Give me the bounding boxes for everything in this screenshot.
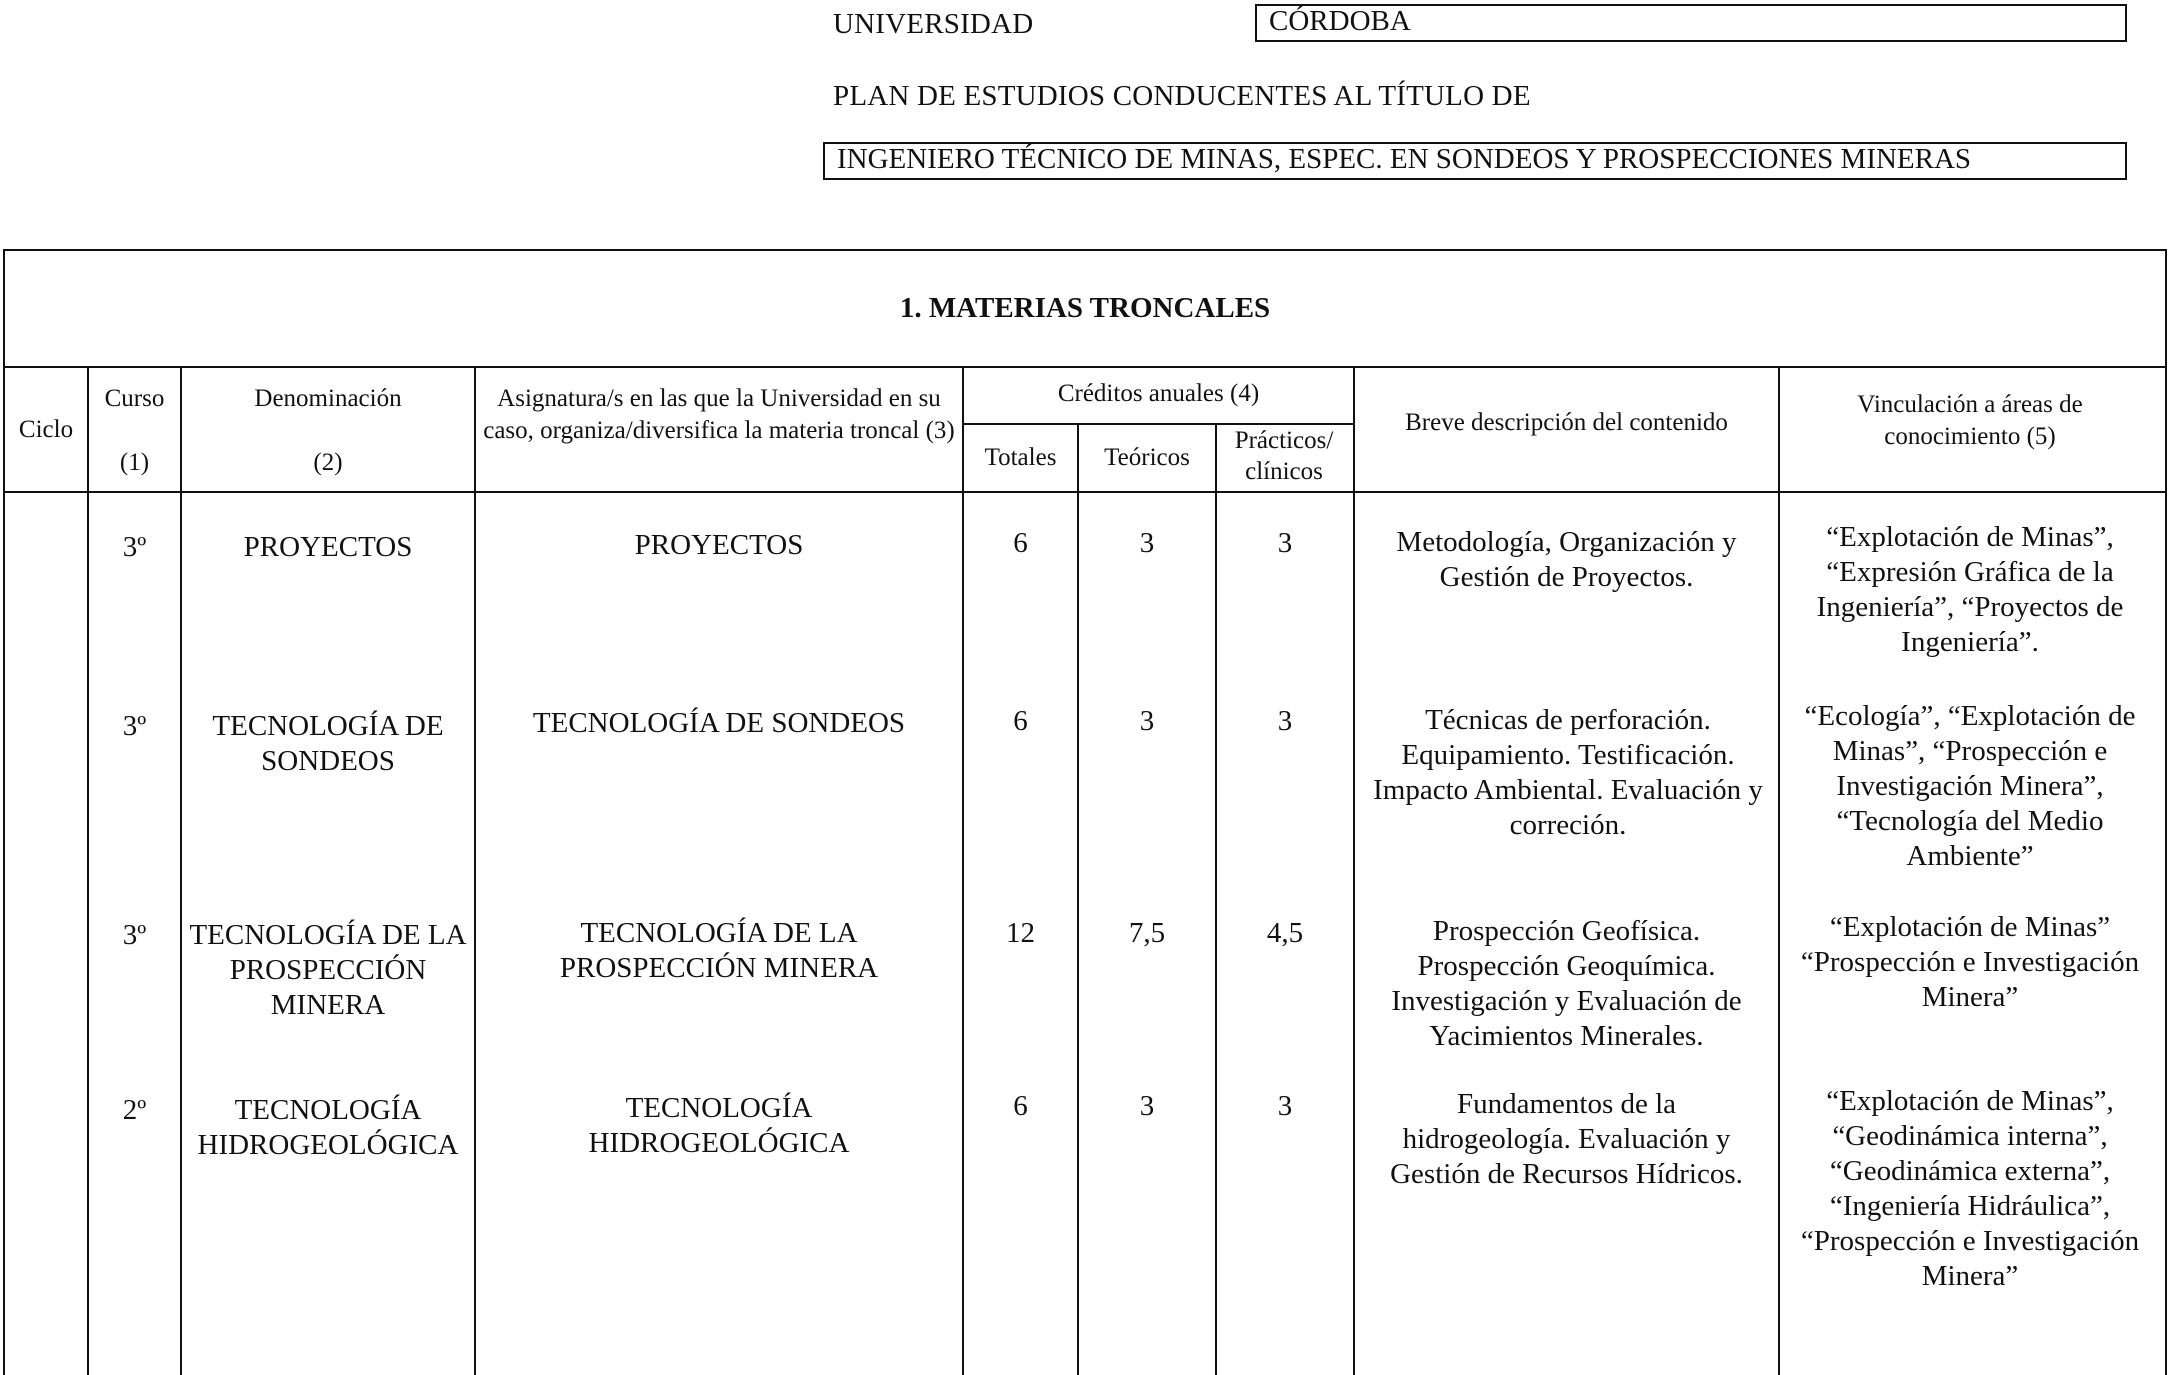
row3-descripcion: Prospección Geofísica. Prospección Geoquímica. Investigación y Evaluación de Yacimientos Minerales. [1391,915,1742,1052]
row3-totales: 12 [1006,917,1035,949]
row4-vinculacion: “Explotación de Minas”, “Geodinámica interna”, “Geodinámica externa”, “Ingeniería Hidráulica”, “Prospección e Investigación Minera” [1800,1085,2140,1292]
row1-curso: 3º [122,531,147,563]
row1-asignatura: PROYECTOS [634,529,804,561]
row1-denominacion: PROYECTOS [243,531,413,563]
col-divider-ciclo [87,366,89,1375]
row1-descripcion: Metodología, Organización y Gestión de Proyectos. [1396,526,1737,593]
col-header-totales: Totales [984,444,1057,471]
degree-title-box: INGENIERO TÉCNICO DE MINAS, ESPEC. EN SONDEOS Y PROSPECCIONES MINERAS [823,142,2127,180]
col-divider-asignatura [962,366,964,1375]
row2-denominacion: TECNOLOGÍA DE SONDEOS [212,710,444,777]
header-bottom-line [3,491,2167,493]
university-value-box: CÓRDOBA [1255,4,2127,42]
col-divider-descripcion [1778,366,1780,1375]
col-header-creditos: Créditos anuales (4) [1057,380,1260,407]
row1-totales: 6 [1013,527,1028,559]
section-title: 1. MATERIAS TRONCALES [899,292,1271,324]
row3-practicos: 4,5 [1266,917,1304,949]
col-header-asignaturas: Asignatura/s en las que la Universidad en su caso, organiza/diversifica la materia troncal (3) [483,385,955,444]
row3-curso: 3º [122,919,147,951]
col-header-teoricos: Teóricos [1104,444,1190,471]
row4-descripcion: Fundamentos de la hidrogeología. Evaluación y Gestión de Recursos Hídricos. [1390,1088,1743,1190]
col-header-vinculacion: Vinculación a áreas de conocimiento (5) [1857,391,2083,450]
col-header-ciclo: Ciclo [18,416,74,443]
col-divider-totales [1077,423,1079,1375]
row4-asignatura: TECNOLOGÍA HIDROGEOLÓGICA [588,1092,850,1159]
col-header-descripcion: Breve descripción del contenido [1405,409,1728,436]
row4-denominacion: TECNOLOGÍA HIDROGEOLÓGICA [197,1094,459,1161]
col-header-denominacion-note: (2) [313,449,343,476]
row2-asignatura: TECNOLOGÍA DE SONDEOS [532,707,906,739]
row2-totales: 6 [1013,705,1028,737]
plan-label: PLAN DE ESTUDIOS CONDUCENTES AL TÍTULO DE [833,80,1531,112]
row2-vinculacion: “Ecología”, “Explotación de Minas”, “Prospección e Investigación Minera”, “Tecnología del Medio Ambiente” [1804,700,2136,872]
row1-teoricos: 3 [1139,527,1155,559]
row2-teoricos: 3 [1139,705,1155,737]
university-label: UNIVERSIDAD [833,8,1034,40]
row4-curso: 2º [122,1094,147,1126]
col-divider-teoricos [1215,423,1217,1375]
row4-practicos: 3 [1277,1090,1293,1122]
header-top-line [3,366,2167,368]
row2-practicos: 3 [1277,705,1293,737]
col-divider-practicos [1353,366,1355,1375]
col-header-denominacion: Denominación [254,385,402,412]
row2-curso: 3º [122,710,147,742]
row3-asignatura: TECNOLOGÍA DE LA PROSPECCIÓN MINERA [559,917,879,984]
row1-vinculacion: “Explotación de Minas”, “Expresión Gráfica de la Ingeniería”, “Proyectos de Ingeniería”. [1816,521,2124,658]
col-header-curso-note: (1) [119,449,150,476]
row4-totales: 6 [1013,1090,1028,1122]
row3-vinculacion: “Explotación de Minas” “Prospección e Investigación Minera” [1800,911,2140,1013]
col-divider-curso [180,366,182,1375]
col-divider-denominacion [474,366,476,1375]
row3-teoricos: 7,5 [1128,917,1166,949]
col-header-practicos: Prácticos/ clínicos [1234,427,1334,485]
row3-denominacion: TECNOLOGÍA DE LA PROSPECCIÓN MINERA [189,919,467,1021]
col-header-curso: Curso [104,385,165,412]
row1-practicos: 3 [1277,527,1293,559]
row2-descripcion: Técnicas de perforación. Equipamiento. Testificación. Impacto Ambiental. Evaluación y correción. [1373,704,1763,841]
row4-teoricos: 3 [1139,1090,1155,1122]
